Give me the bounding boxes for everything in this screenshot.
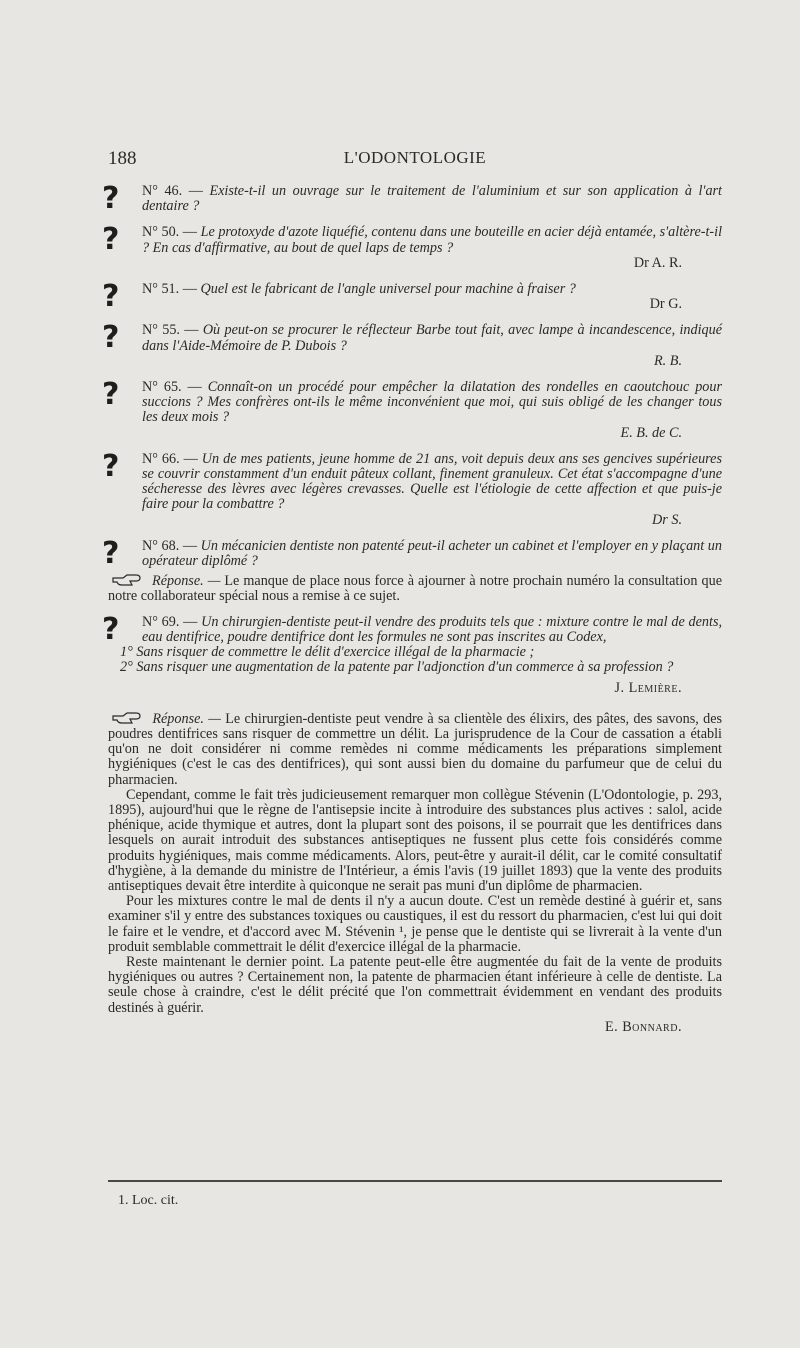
question-46 [102,181,722,216]
reponse-68 [108,573,722,604]
signature: Dr A. R. [633,254,682,271]
page-header [108,148,722,174]
pointing-hand-icon [112,573,142,587]
question-66 [102,448,722,528]
footnote-divider [108,1180,722,1182]
question-text: Un chirurgien-dentiste peut-il vendre des produits tels que : mixture contre le mal de dents, eau dentifrice, poudre dentifrice dont les formules ne sont pas inscrites au Codex, [142,613,723,645]
question-text: Le protoxyde d'azote liquéfié, contenu dans une bouteille en acier déjà entamée, s'altère-t-il ? En cas d'affirmative, au bout de quel laps de temps ? [142,224,723,256]
reponse-text: Le manque de place nous force à ajourner à notre prochain numéro la consultation que notre collaborateur spécial nous a remise à ce sujet. [108,573,723,605]
question-mark-icon: ? [102,181,120,216]
reponse-paragraph-4: Reste maintenant le dernier point. La patente peut-elle être augmentée du fait de la vente de produits hygiéniques ou autres ? Certainement non, la patente de pharmacien étant inférieure à celle de dentiste. La seule chose à craindre, c'est le délit précité que l'on commettrait évidemment en vendant des produits destinés à guérir. [108,953,722,1016]
signature: R. B. [654,352,682,369]
question-number: N° 69. — [142,613,198,630]
question-mark-icon: ? [102,611,120,647]
running-title: L'ODONTOLOGIE [343,148,487,167]
question-number: N° 46. — [142,183,203,199]
question-55 [102,320,723,369]
question-51 [102,279,722,315]
question-text: Existe-t-il un ouvrage sur le traitement de l'aluminium et sur son application à l'art dentaire ? [142,183,722,215]
question-number: N° 66. — [142,450,198,467]
question-item-2: 2° Sans risquer une augmentation de la patente par l'adjonction d'un commerce à sa profession ? [120,659,674,676]
signature: E. Bonnard. [604,1018,682,1035]
question-65 [102,377,723,441]
question-mark-icon: ? [102,377,120,413]
signature: E. B. de C. [620,424,682,441]
question-mark-icon: ? [102,320,120,356]
question-number: N° 65. — [142,379,202,396]
question-text: Où peut-on se procurer le réflecteur Barbe tout fait, avec lampe à incandescence, indiqué dans l'Aide-Mémoire de P. Dubois ? [142,322,723,354]
page-body [102,181,723,1045]
question-mark-icon: ? [102,448,120,484]
question-mark-icon: ? [102,535,120,571]
page-number: 188 [108,148,137,169]
reponse-label: Réponse. — [152,573,221,590]
question-number: N° 68. — [142,537,198,554]
reponse-paragraph-2: Cependant, comme le fait très judicieusement remarquer mon collègue Stévenin (L'Odontologie, p. 293, 1895), aujourd'hui que le règne de l'antisepsie incite à introduire des substances plus actives : salol, acide phénique, acide thymique et autres, dont la plupart sont des poisons, il se pourrait que les dentifrices dans lesquels on aurait introduit des substances antiseptiques ne fussent plus cette fois considérés comme produits hygiéniques, mais comme médicaments. Alors, peut-être y aurait-il délit, car le comité consultatif d'hygiène, à la demande du ministre de l'Intérieur, a émis l'avis (19 juillet 1893) que la vente des produits antiseptiques devait être interdite à quiconque ne serait pas muni d'un diplôme de pharmacien. [108,786,722,894]
reponse-paragraph-1: Le chirurgien-dentiste peut vendre à sa clientèle des élixirs, des pâtes, des savons, des poudres dentifrices sans risquer de commettre un délit. La jurisprudence de la Cour de cassation a établi qu'on ne doit considérer ni comme remèdes ni comme médicaments les préparations simplement hygiéniques (c'est le cas des dentifrices), qui sont aussi bien du domaine du parfumeur que de celui du pharmacien. [108,710,723,788]
question-number: N° 50. — [142,224,197,241]
question-mark-icon: ? [102,222,120,258]
question-text: Connaît-on un procédé pour empêcher la dilatation des rondelles en caoutchouc pour succions ? Mes confrères ont-ils le même inconvénient que moi, qui suis obligé de les changer tous les deux mois ? [142,379,723,426]
pointing-hand-icon [112,711,142,725]
question-68 [102,535,722,571]
question-number: N° 51. — [142,281,197,298]
reponse-label: Réponse. — [152,710,221,727]
signature: Dr G. [649,296,682,313]
reponse-69 [108,711,722,1035]
question-69 [102,611,723,697]
question-50 [102,222,723,271]
question-text: Un mécanicien dentiste non patenté peut-il acheter un cabinet et l'employer en y plaçant un opérateur diplômé ? [142,537,722,570]
question-text: Un de mes patients, jeune homme de 21 ans, voit depuis deux ans ses gencives supérieures se couvrir constamment d'un enduit pâteux collant, finement granuleux. Cet état s'accompagne d'une sécheresse des lèvres avec légères crevasses. Quelle est l'étiologie de cette affection et que puis-je faire pour la combattre ? [142,450,722,513]
question-number: N° 55. — [142,322,199,339]
signature: Dr S. [652,511,682,528]
question-mark-icon: ? [102,279,120,315]
signature: J. Lemière. [614,680,682,697]
question-text: Quel est le fabricant de l'angle universel pour machine à fraiser ? [200,281,576,298]
question-item-1: 1° Sans risquer de commettre le délit d'exercice illégal de la pharmacie ; [120,644,535,661]
footnote: 1. Loc. cit. [118,1193,179,1208]
reponse-paragraph-3: Pour les mixtures contre le mal de dents il n'y a aucun doute. C'est un remède destiné à guérir et, sans examiner s'il y entre des substances toxiques ou caustiques, il est du ressort du pharmacien, c'est lui qui doit le faire et le vendre, et d'accord avec M. Stévenin ¹, je pense que le dentiste qui se livrerait à la vente d'un produit semblable commettrait le délit d'exercice illégal de la pharmacie. [108,893,722,955]
